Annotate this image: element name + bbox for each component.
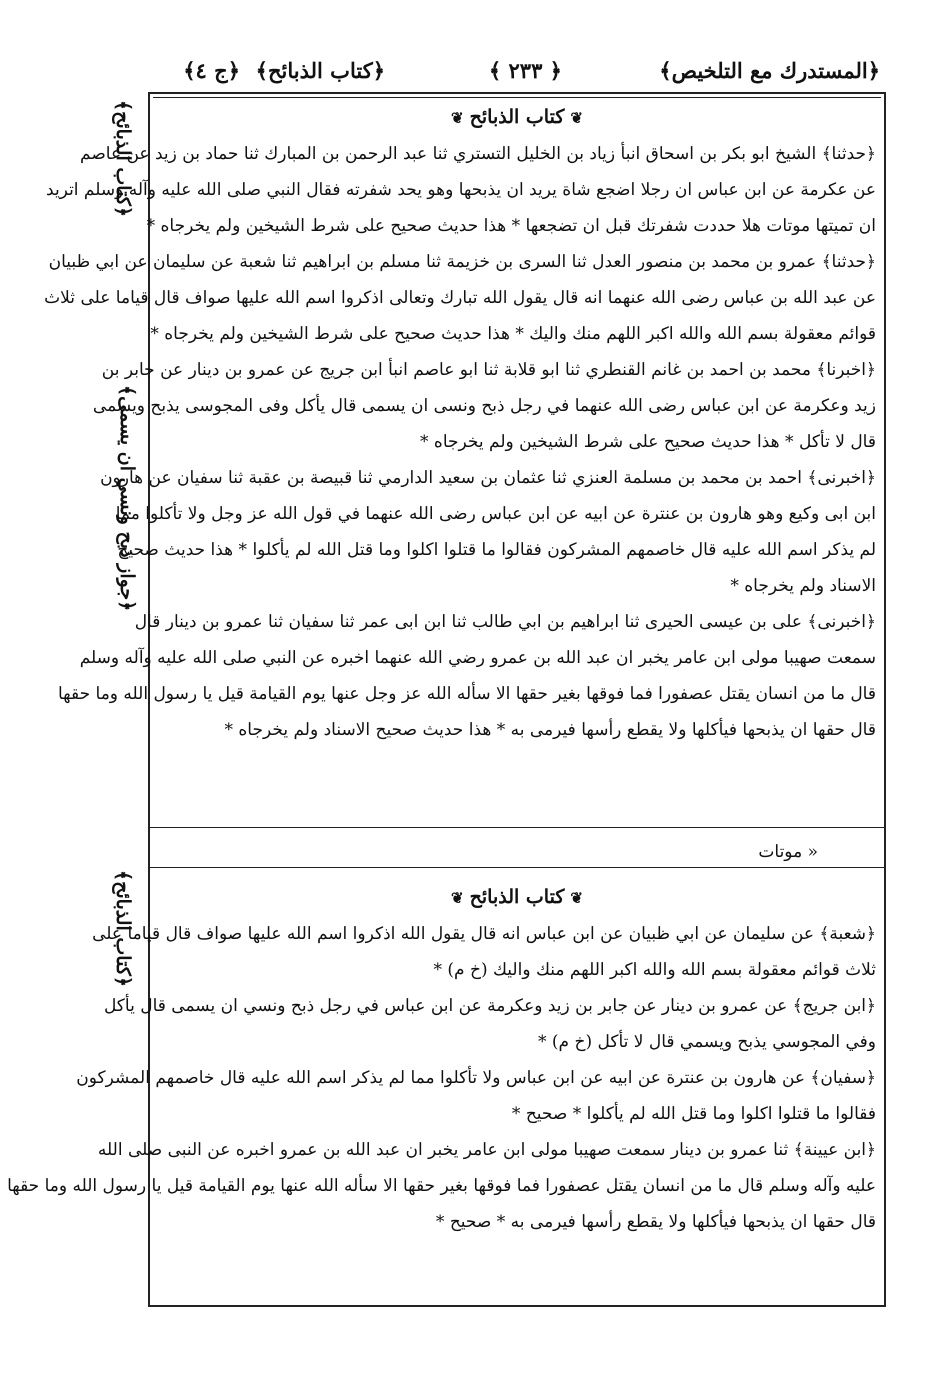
text-line: ﴿ابن عيينة﴾ ثنا عمرو بن دينار سمعت صهيبا مولى ابن عامر يخبر ان عبد الله بن عمرو اخبره عن النبى صلى الله — [97, 1140, 876, 1160]
section-heading — [158, 98, 876, 136]
text-line: ﴿سفيان﴾ عن هارون بن عنترة عن ابيه عن ابن عباس ولا تأكلوا مما لم يذكر اسم الله عليه قال خاصمهم المشركون — [76, 1068, 876, 1088]
text-line: ﴿اخبرنا﴾ محمد بن احمد بن غانم القنطري ثنا ابو قلابة ثنا ابو عاصم انبأ ابن جريج عن عمرو بن دينار عن جابر بن — [101, 360, 876, 380]
section-heading-text: كتاب الذبائح — [469, 886, 565, 908]
text-line: ثلاث قوائم معقولة بسم الله والله اكبر اللهم منك واليك (خ م) * — [433, 960, 876, 980]
text-line: ان تميتها موتات هلا حددت شفرتك قبل ان تضجعها * هذا حديث صحيح على شرط الشيخين ولم يخرجاه * — [146, 216, 876, 236]
text-line: الاسناد ولم يخرجاه * — [730, 576, 876, 596]
volume-number: ﴿ج ٤﴾ — [183, 58, 240, 83]
section-divider-top — [150, 827, 884, 828]
side-note-lower: ﴿كتاب الذبائح﴾ — [112, 870, 134, 988]
text-line: قال حقها ان يذبحها فيأكلها ولا يقطع رأسها فيرمى به * هذا حديث صحيح الاسناد ولم يخرجاه * — [224, 720, 876, 740]
text-line: وفي المجوسي يذبح ويسمي قال لا تأكل (خ م) * — [538, 1032, 876, 1052]
page-number: ﴿ ۲۳۳ ﴾ — [488, 58, 562, 83]
text-line: لم يذكر اسم الله عليه قال خاصمهم المشركون فقالوا ما قتلوا اكلوا وما قتل الله لم يأكلوا * هذا حديث صحيح — [117, 540, 876, 560]
chapter-title: ﴿كتاب الذبائح﴾ — [255, 58, 385, 83]
side-note-middle: ﴿جواز ذبح ونسي ان يسمى﴾ — [116, 385, 138, 612]
page-header — [150, 52, 880, 94]
section-heading — [158, 878, 876, 916]
text-line: قال حقها ان يذبحها فيأكلها ولا يقطع رأسها فيرمى به * صحيح * — [435, 1212, 876, 1232]
summary-text-section — [7, 878, 876, 1240]
text-line: قال ما من انسان يقتل عصفورا فما فوقها بغير حقها الا سأله الله عز وجل عنها يوم القيامة قيل يا رسول الله وما حقها — [57, 684, 876, 704]
text-line: زيد وعكرمة عن ابن عباس رضى الله عنهما في رجل ذبح ونسى ان يسمى قال يأكل وفى المجوسى يذبح ويسمى — [92, 396, 876, 416]
section-heading-text: كتاب الذبائح — [469, 106, 565, 128]
text-line: سمعت صهيبا مولى ابن عامر يخبر ان عبد الله بن عمرو رضي الله عنهما اخبره عن النبي صلى الله عليه وآله وسلم — [79, 648, 876, 668]
book-title: ﴿المستدرك مع التلخيص﴾ — [659, 58, 880, 83]
text-line: ﴿ابن جريج﴾ عن عمرو بن دينار عن جابر بن زيد وعكرمة عن ابن عباس في رجل ذبح ونسي ان يسمى قال يأكل — [103, 996, 876, 1016]
text-line: ﴿اخبرنى﴾ احمد بن محمد بن مسلمة العنزي ثنا عثمان بن سعيد الدارمي ثنا قبيصة بن عقبة ثنا سفيان عن هارون — [100, 468, 876, 488]
footnote: « موتات — [758, 842, 818, 862]
ornament-icon: ❦ — [451, 889, 464, 907]
ornament-icon: ❦ — [570, 109, 583, 127]
text-line: قال لا تأكل * هذا حديث صحيح على شرط الشيخين ولم يخرجاه * — [420, 432, 876, 452]
text-line: ﴿شعبة﴾ عن سليمان عن ابي ظبيان عن ابن عباس انه قال يقول الله اذكروا اسم الله عليها صواف قال قياما على — [92, 924, 876, 944]
text-line: عن عبد الله بن عباس رضى الله عنهما انه قال يقول الله تبارك وتعالى اذكروا اسم الله عليها صواف قال قياما على ثلاث — [44, 288, 876, 308]
text-line: ﴿حدثنا﴾ الشيخ ابو بكر بن اسحاق انبأ زياد بن الخليل التستري ثنا عبد الرحمن بن المبارك ثنا حماد بن زيد عن عاصم — [80, 144, 876, 164]
ornament-icon: ❦ — [570, 889, 583, 907]
text-line: فقالوا ما قتلوا اكلوا وما قتل الله لم يأكلوا * صحيح * — [511, 1104, 876, 1124]
section-divider-bottom — [150, 867, 884, 868]
text-line: عليه وآله وسلم قال ما من انسان يقتل عصفورا فما فوقها بغير حقها الا سأله الله عنها يوم القيامة قيل يا رسول الله وما حقها — [7, 1176, 876, 1196]
text-line: ابن ابى وكيع وهو هارون بن عنترة عن ابيه عن ابن عباس رضى الله عنهما في قول الله عز وجل ولا تأكلوا مما — [115, 504, 876, 524]
text-line: ﴿حدثنا﴾ عمرو بن محمد بن منصور العدل ثنا السرى بن خزيمة ثنا مسلم بن ابراهيم ثنا شعبة عن سليمان عن ابي ظبيان — [48, 252, 876, 272]
side-note-upper: ﴿كتاب الذبائح﴾ — [112, 100, 134, 218]
text-line: عن عكرمة عن ابن عباس ان رجلا اضجع شاة يريد ان يذبحها وهو يحد شفرته فقال النبي صلى الله عليه وآله وسلم اتريد — [46, 180, 876, 200]
text-line: ﴿اخبرنى﴾ على بن عيسى الحيرى ثنا ابراهيم بن ابي طالب ثنا ابن ابى عمر ثنا سفيان ثنا عمرو بن دينار قال — [134, 612, 876, 632]
ornament-icon: ❦ — [451, 109, 464, 127]
text-line: قوائم معقولة بسم الله والله اكبر اللهم منك واليك * هذا حديث صحيح على شرط الشيخين ولم يخرجاه * — [150, 324, 876, 344]
